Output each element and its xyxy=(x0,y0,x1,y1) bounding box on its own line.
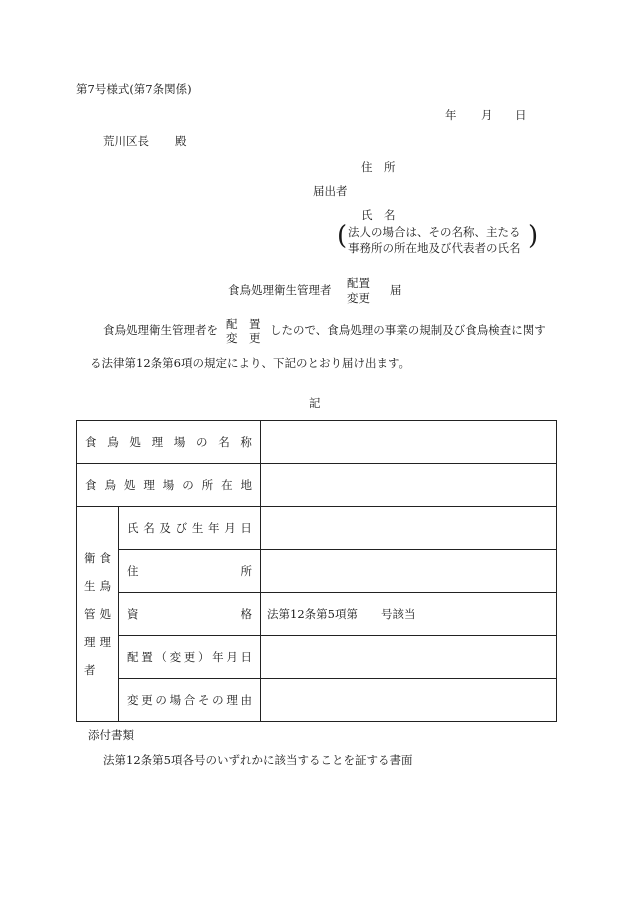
label-char: の xyxy=(212,693,224,707)
addressee-honorific: 殿 xyxy=(175,134,187,148)
label-char: の xyxy=(155,693,167,707)
body-line1-suffix: したので、食鳥処理の事業の規制及び食鳥検査に関す xyxy=(270,323,546,337)
label-char: 変 xyxy=(169,650,182,664)
label-char: 地 xyxy=(240,478,252,492)
label-char: そ xyxy=(197,693,210,707)
table-row-manager-address xyxy=(77,550,557,593)
manager-name-birth-label xyxy=(119,507,261,550)
label-char: 日 xyxy=(240,650,252,664)
label-char: 称 xyxy=(240,435,252,449)
change-reason-label xyxy=(119,679,261,722)
applicant-note-line2: 事務所の所在地及び代表者の氏名 xyxy=(348,241,521,255)
label-char: 衛 xyxy=(84,551,96,565)
applicant-note-line1: 法人の場合は、その名称、主たる xyxy=(348,225,521,239)
label-char: 理 xyxy=(226,693,238,707)
label-char: び xyxy=(175,521,188,535)
label-char: 処 xyxy=(99,607,111,621)
label-char: 鳥 xyxy=(107,435,119,449)
label-char: 名 xyxy=(218,435,230,449)
facility-address-label xyxy=(77,464,261,507)
manager-date-label xyxy=(119,636,261,679)
title-suffix: 届 xyxy=(390,283,402,297)
table-row-facility-address xyxy=(77,464,557,507)
applicant-address-label: 住 所 xyxy=(361,160,396,174)
left-brace-icon: ( xyxy=(337,221,348,251)
label-char: 場 xyxy=(173,435,186,449)
table-row-facility-name xyxy=(77,421,557,464)
applicant-name-label: 氏 名 xyxy=(361,208,396,222)
label-char: 更 xyxy=(141,693,153,707)
label-char: 由 xyxy=(240,693,252,707)
table-row-change-reason xyxy=(77,679,557,722)
label-char: 食 xyxy=(85,478,97,492)
manager-qualification-label xyxy=(119,593,261,636)
label-char: 年 xyxy=(208,521,220,535)
label-char: 置 xyxy=(141,650,153,664)
label-char: 処 xyxy=(123,478,136,492)
label-char: 鳥 xyxy=(104,478,116,492)
label-char: 氏 xyxy=(127,521,139,535)
label-char: 生 xyxy=(191,521,204,535)
change-reason-value[interactable] xyxy=(261,679,557,722)
label-char: 変 xyxy=(127,693,139,707)
label-char: 理 xyxy=(84,635,96,649)
body-option-change: 変 更 xyxy=(226,331,261,345)
label-char: 及 xyxy=(159,521,171,535)
label-char: 理 xyxy=(151,435,164,449)
label-char: 年 xyxy=(212,650,224,664)
label-char: 食 xyxy=(99,551,111,565)
facility-name-label xyxy=(77,421,261,464)
title-options xyxy=(347,276,370,306)
body-options xyxy=(226,317,261,345)
manager-group-label xyxy=(77,507,119,722)
title-option-change: 変更 xyxy=(347,291,370,305)
facility-address-value[interactable] xyxy=(261,464,557,507)
label-char: 更 xyxy=(183,650,196,664)
manager-name-birth-value[interactable] xyxy=(261,507,557,550)
addressee-name: 荒川区長 xyxy=(103,134,149,148)
label-char: 場 xyxy=(162,478,175,492)
label-char: 食 xyxy=(85,435,97,449)
label-char: 所 xyxy=(240,564,252,578)
form-number: 第7号様式(第7条関係) xyxy=(76,82,192,96)
label-char: 配 xyxy=(127,650,139,664)
label-char: 鳥 xyxy=(99,579,111,593)
manager-address-value[interactable] xyxy=(261,550,557,593)
table-row-manager-date xyxy=(77,636,557,679)
body-option-placement: 配 置 xyxy=(226,317,261,331)
label-char: 所 xyxy=(201,478,214,492)
label-char: 者 xyxy=(84,663,96,677)
label-char: 日 xyxy=(240,521,252,535)
label-char: 在 xyxy=(221,478,233,492)
title-option-placement: 配置 xyxy=(347,276,370,290)
manager-label-col1 xyxy=(100,544,112,684)
label-char: ） xyxy=(197,650,210,664)
manager-label-col2 xyxy=(84,544,96,684)
label-char: 格 xyxy=(240,607,252,621)
manager-address-label xyxy=(119,550,261,593)
attachments-item: 法第12条第5項各号のいずれかに該当することを証する書面 xyxy=(103,753,413,767)
label-char: 理 xyxy=(143,478,155,492)
label-char: の xyxy=(182,478,194,492)
label-char: 月 xyxy=(224,521,236,535)
ki-heading: 記 xyxy=(309,396,321,410)
applicant-role-label: 届出者 xyxy=(313,184,348,198)
label-char: 住 xyxy=(127,564,139,578)
manager-date-value[interactable] xyxy=(261,636,557,679)
facility-name-value[interactable] xyxy=(261,421,557,464)
label-char: 生 xyxy=(84,579,96,593)
label-char: 資 xyxy=(127,607,139,621)
date-month-label: 月 xyxy=(481,108,493,122)
table-row-manager-qualification xyxy=(77,593,557,636)
label-char: 合 xyxy=(183,693,196,707)
label-char: 名 xyxy=(143,521,155,535)
title-prefix: 食鳥処理衛生管理者 xyxy=(228,283,332,297)
label-char: 月 xyxy=(226,650,238,664)
notification-table xyxy=(76,420,557,722)
right-brace-icon: ) xyxy=(528,221,539,251)
body-line2: る法律第12条第6項の規定により、下記のとおり届け出ます。 xyxy=(90,356,411,370)
label-char: （ xyxy=(155,650,167,664)
label-char: 処 xyxy=(129,435,141,449)
date-day-label: 日 xyxy=(515,108,527,122)
label-char: 理 xyxy=(99,635,111,649)
attachments-label: 添付書類 xyxy=(88,728,134,742)
manager-qualification-value[interactable]: 法第12条第5項第 号該当 xyxy=(261,593,557,636)
body-line1-prefix: 食鳥処理衛生管理者を xyxy=(103,323,218,337)
label-char: の xyxy=(196,435,208,449)
table-row-manager-name xyxy=(77,507,557,550)
date-year-label: 年 xyxy=(445,108,457,122)
label-char: 管 xyxy=(84,607,96,621)
label-char: 場 xyxy=(169,693,182,707)
